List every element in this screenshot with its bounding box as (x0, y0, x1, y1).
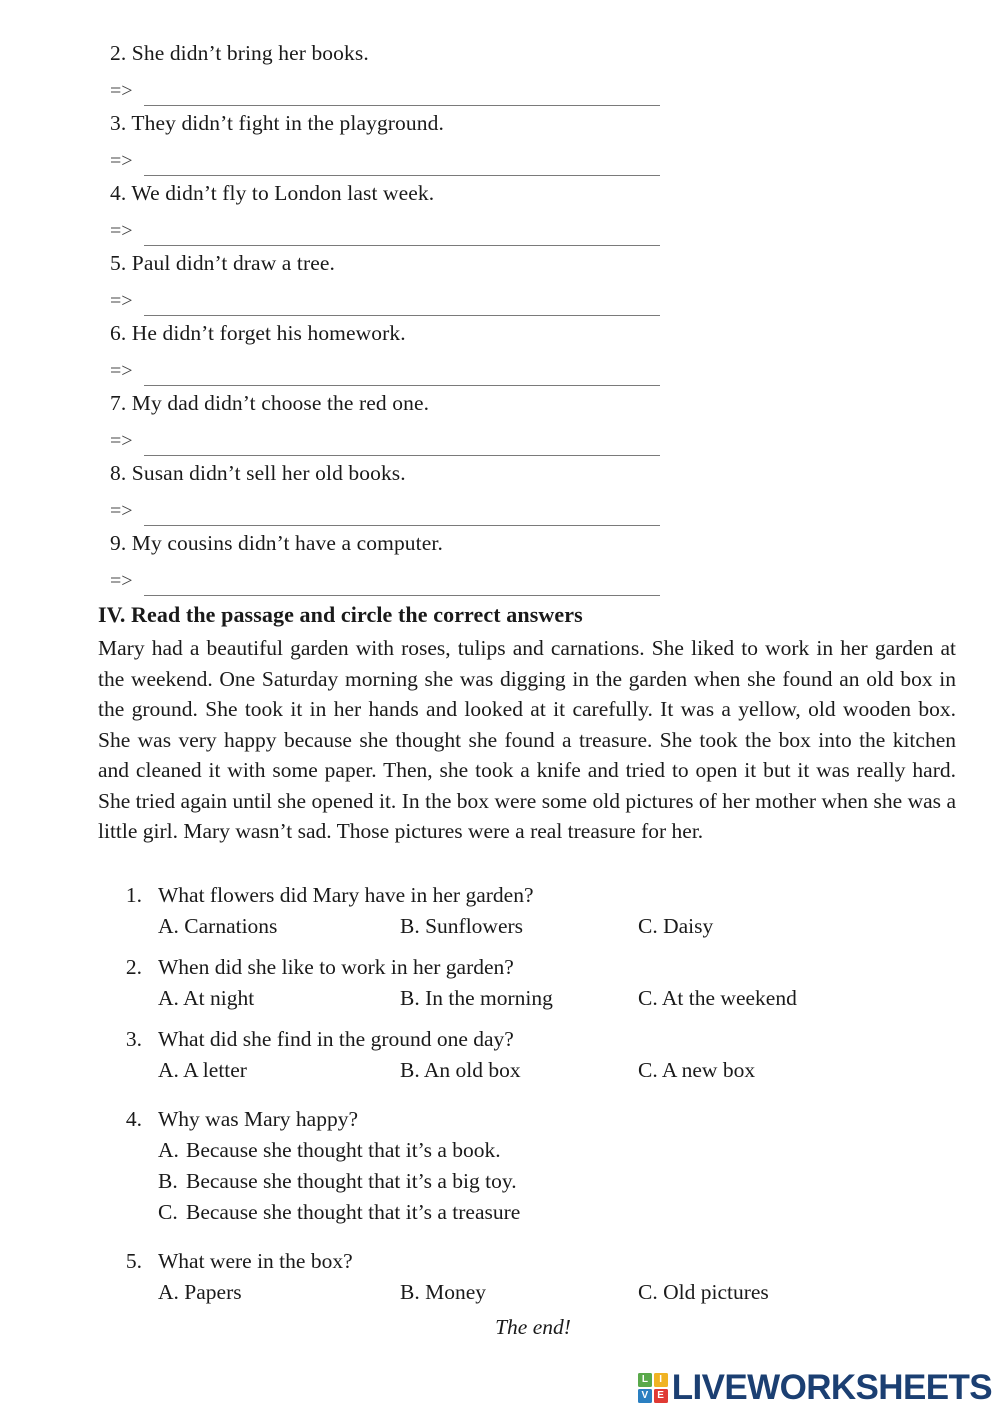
arrow-icon: => (110, 220, 133, 242)
option-a-letter: A. (158, 1138, 179, 1162)
arrow-icon: => (110, 290, 133, 312)
rewrite-sentence: 5. Paul didn’t draw a tree. (110, 251, 336, 275)
option-c-text: Because she thought that it’s a treasure (186, 1200, 521, 1224)
rewrite-sentence: 9. My cousins didn’t have a computer. (110, 531, 443, 555)
option-c[interactable]: C. Old pictures (638, 1280, 769, 1304)
option-b[interactable]: B. Money (400, 1280, 486, 1304)
question-number: 2. (125, 955, 142, 979)
section-heading-iv: IV. Read the passage and circle the correct answers (98, 602, 583, 627)
rewrite-answer-row (110, 560, 710, 596)
option-c[interactable]: C. At the weekend (638, 986, 797, 1010)
liveworksheets-mark-icon (638, 1373, 668, 1403)
arrow-icon: => (110, 80, 133, 102)
comprehension-questions (110, 880, 970, 1318)
rewrite-item (110, 526, 710, 596)
rewrite-exercise (110, 36, 710, 596)
rewrite-answer-row (110, 490, 710, 526)
rewrite-item (110, 246, 710, 316)
option-a-text: Because she thought that it’s a book. (186, 1138, 501, 1162)
answer-blank-line[interactable] (144, 79, 660, 106)
rewrite-item (110, 316, 710, 386)
question-text: What were in the box? (158, 1249, 353, 1273)
option-a[interactable]: A. A letter (158, 1058, 247, 1082)
question-item (110, 1024, 970, 1086)
question-item (110, 1246, 970, 1308)
option-c-letter: C. (158, 1200, 178, 1224)
option-a[interactable]: A. Carnations (158, 914, 278, 938)
option-c[interactable]: C. A new box (638, 1058, 756, 1082)
question-item (110, 952, 970, 1014)
logo-cell-l: L (638, 1373, 652, 1387)
question-item (110, 880, 970, 942)
answer-options (110, 1135, 970, 1228)
rewrite-answer-row (110, 70, 710, 106)
answer-blank-line[interactable] (144, 359, 660, 386)
question-number: 1. (125, 883, 142, 907)
rewrite-sentence: 7. My dad didn’t choose the red one. (110, 391, 430, 415)
rewrite-sentence: 4. We didn’t fly to London last week. (110, 181, 435, 205)
option-b[interactable]: B. Sunflowers (400, 914, 524, 938)
arrow-icon: => (110, 430, 133, 452)
option-a[interactable] (158, 1135, 970, 1166)
rewrite-item (110, 106, 710, 176)
arrow-icon: => (110, 500, 133, 522)
question-text: When did she like to work in her garden? (158, 955, 514, 979)
logo-cell-e: E (654, 1389, 668, 1403)
rewrite-sentence: 2. She didn’t bring her books. (110, 41, 369, 65)
rewrite-item (110, 386, 710, 456)
answer-blank-line[interactable] (144, 569, 660, 596)
logo-cell-i: I (654, 1373, 668, 1387)
rewrite-sentence: 3. They didn’t fight in the playground. (110, 111, 444, 135)
rewrite-item (110, 176, 710, 246)
rewrite-answer-row (110, 420, 710, 456)
liveworksheets-logo (638, 1368, 992, 1408)
answer-blank-line[interactable] (144, 149, 660, 176)
rewrite-answer-row (110, 280, 710, 316)
option-c[interactable] (158, 1197, 970, 1228)
reading-passage: Mary had a beautiful garden with roses, tulips and carnations. She liked to work in her garden at the weekend. One Saturday morning she was digging in the garden when she found an old box in the ground. She took it in her hands and looked at it carefully. It was a yellow, old wooden box. She was very happy because she thought she found a treasure. She took the box into the kitchen and cleaned it with some paper. Then, she took a knife and tried to open it but it was really hard. She tried again until she opened it. In the box were some old pictures of her mother when she was a little girl. Mary wasn’t sad. Those pictures were a real treasure for her. (98, 636, 956, 843)
rewrite-sentence: 8. Susan didn’t sell her old books. (110, 461, 406, 485)
option-b-text: Because she thought that it’s a big toy. (186, 1169, 517, 1193)
question-text: What did she find in the ground one day? (158, 1027, 514, 1051)
question-number: 3. (125, 1027, 142, 1051)
question-text: What flowers did Mary have in her garden? (158, 883, 534, 907)
answer-blank-line[interactable] (144, 219, 660, 246)
answer-blank-line[interactable] (144, 499, 660, 526)
option-b[interactable]: B. In the morning (400, 986, 553, 1010)
arrow-icon: => (110, 150, 133, 172)
answer-options (110, 911, 970, 942)
question-number: 5. (125, 1249, 142, 1273)
the-end-label: The end! (495, 1315, 571, 1339)
logo-cell-v: V (638, 1389, 652, 1403)
liveworksheets-wordmark: LIVEWORKSHEETS (671, 1368, 992, 1407)
rewrite-sentence: 6. He didn’t forget his homework. (110, 321, 406, 345)
rewrite-item (110, 36, 710, 106)
rewrite-answer-row (110, 350, 710, 386)
answer-options (110, 1055, 970, 1086)
rewrite-item (110, 456, 710, 526)
question-text: Why was Mary happy? (158, 1107, 359, 1131)
the-end-text (0, 1315, 1000, 1340)
option-a[interactable]: A. At night (158, 986, 255, 1010)
arrow-icon: => (110, 360, 133, 382)
answer-blank-line[interactable] (144, 429, 660, 456)
option-a[interactable]: A. Papers (158, 1280, 242, 1304)
answer-blank-line[interactable] (144, 289, 660, 316)
option-b[interactable]: B. An old box (400, 1058, 521, 1082)
option-b[interactable] (158, 1166, 970, 1197)
arrow-icon: => (110, 570, 133, 592)
rewrite-answer-row (110, 140, 710, 176)
option-b-letter: B. (158, 1169, 178, 1193)
question-item (110, 1104, 970, 1228)
rewrite-answer-row (110, 210, 710, 246)
option-c[interactable]: C. Daisy (638, 914, 714, 938)
answer-options (110, 983, 970, 1014)
question-number: 4. (125, 1107, 142, 1131)
answer-options (110, 1277, 970, 1308)
